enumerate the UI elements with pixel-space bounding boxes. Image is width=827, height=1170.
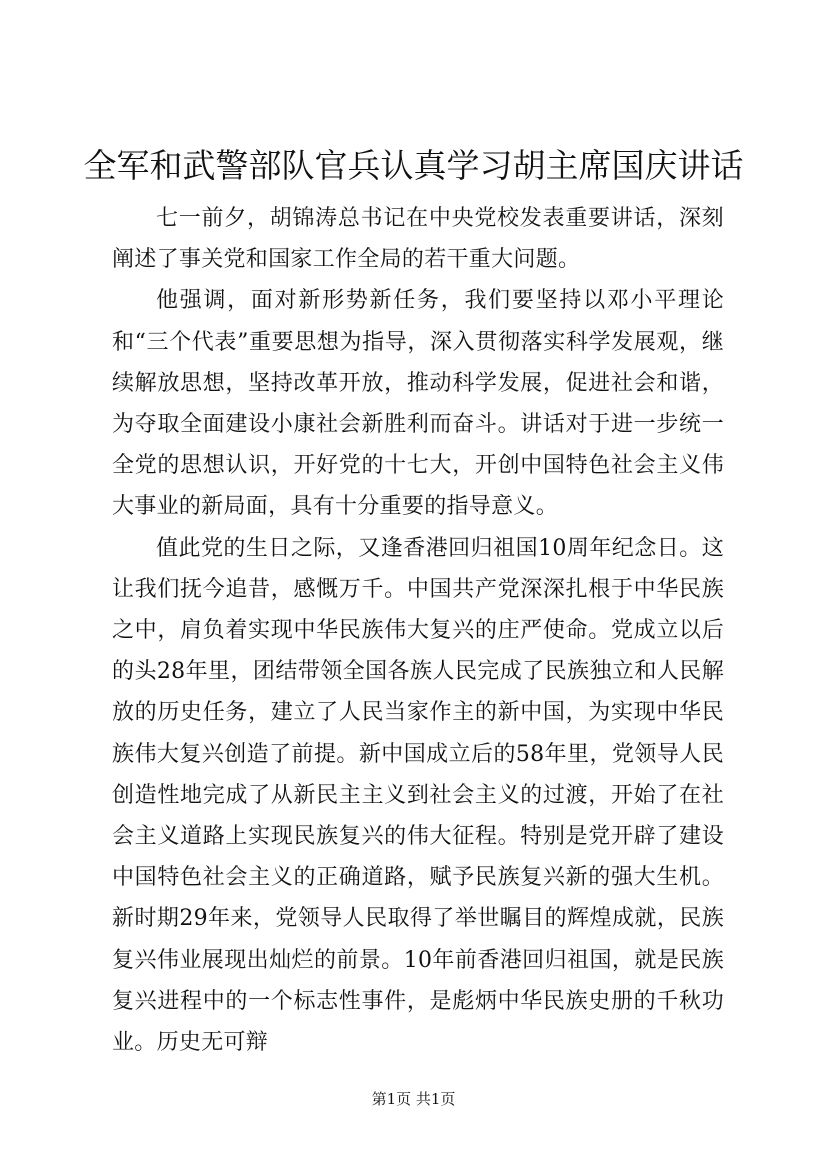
page-footer: 第1页 共1页 (371, 1090, 456, 1108)
document-title: 全军和武警部队官兵认真学习胡主席国庆讲话 (83, 146, 744, 185)
paragraph-2: 他强调，面对新形势新任务，我们要坚持以邓小平理论和“三个代表”重要思想为指导，深入贯彻落实科学发展观，继续解放思想，坚持改革开放，推动科学发展，促进社会和谐，为夺取全面建设小康社会新胜利而奋斗。讲话对于进一步统一全党的思想认识，开好党的十七大，开创中国特色社会主义伟大事业的新局面，具有十分重要的指导意义。 (112, 288, 724, 520)
document-body (112, 198, 724, 1063)
paragraph-1: 七一前夕，胡锦涛总书记在中央党校发表重要讲话，深刻阐述了事关党和国家工作全局的若干重大问题。 (112, 206, 724, 273)
paragraph-3: 值此党的生日之际，又逢香港回归祖国10周年纪念日。这让我们抚今追昔，感慨万千。中国共产党深深扎根于中华民族之中，肩负着实现中华民族伟大复兴的庄严使命。党成立以后的头28年里，团结带领全国各族人民完成了民族独立和人民解放的历史任务，建立了人民当家作主的新中国，为实现中华民族伟大复兴创造了前提。新中国成立后的58年里，党领导人民创造性地完成了从新民主主义到社会主义的过渡，开始了在社会主义道路上实现民族复兴的伟大征程。特别是党开辟了建设中国特色社会主义的正确道路，赋予民族复兴新的强大生机。新时期29年来，党领导人民取得了举世瞩目的辉煌成就，民族复兴伟业展现出灿烂的前景。10年前香港回归祖国，就是民族复兴进程中的一个标志性事件，是彪炳中华民族史册的千秋功业。历史无可辩 (112, 535, 724, 1056)
